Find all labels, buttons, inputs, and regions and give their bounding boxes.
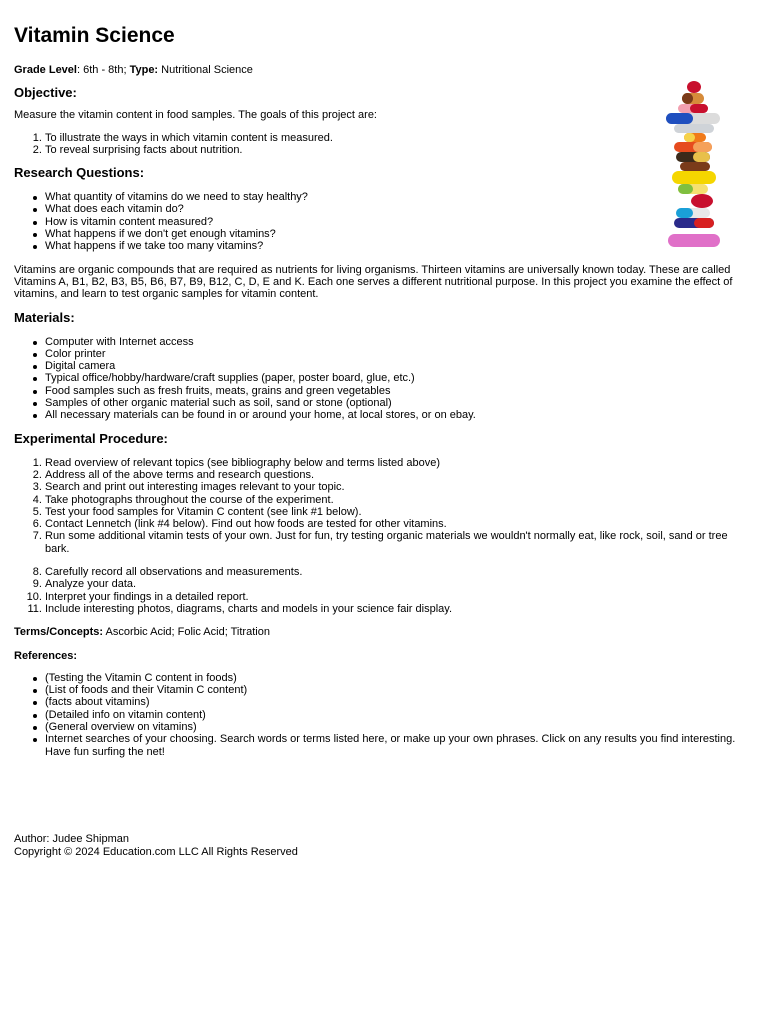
list-item: 8. Carefully record all observations and measurements. <box>45 566 754 578</box>
materials-heading: Materials: <box>14 309 75 325</box>
pill-shape <box>674 124 714 133</box>
pill-shape <box>682 93 693 104</box>
pill-shape <box>672 171 716 184</box>
pill-shape <box>693 152 710 162</box>
vitamin-pills-image <box>662 80 722 250</box>
pill-shape <box>690 104 708 113</box>
list-item: Digital camera <box>45 360 754 372</box>
list-item: 11. Include interesting photos, diagrams, charts and models in your science fair display. <box>45 603 754 615</box>
procedure-steps-list <box>14 457 754 616</box>
list-item: What happens if we take too many vitamins? <box>45 240 754 252</box>
type-label: Type: <box>129 64 159 76</box>
list-item: Color printer <box>45 348 754 360</box>
research-heading: Research Questions: <box>14 165 145 181</box>
copyright-line: Copyright © 2024 Education.com LLC All Rights Reserved <box>14 846 298 858</box>
list-item: 1. To illustrate the ways in which vitamin content is measured. <box>45 132 754 144</box>
reference-link[interactable]: (Detailed info on vitamin content) <box>45 709 754 721</box>
list-item: Food samples such as fresh fruits, meats, grains and green vegetables <box>45 385 754 397</box>
pill-shape <box>680 162 710 171</box>
objective-heading: Objective: <box>14 85 77 101</box>
goals-list <box>14 132 754 157</box>
type-value: Nutritional Science <box>158 64 253 76</box>
list-item: What does each vitamin do? <box>45 203 754 215</box>
pill-shape <box>678 184 693 194</box>
list-item: 10. Interpret your findings in a detailed report. <box>45 591 754 603</box>
list-item: Internet searches of your choosing. Search words or terms listed here, or make up your own phrases. Click on any results you find interesting. Have fun surfing the net! <box>45 733 754 758</box>
pill-shape <box>666 113 693 124</box>
list-item: 1. Read overview of relevant topics (see bibliography below and terms listed above) <box>45 457 754 469</box>
grade-label: Grade Level <box>14 64 77 76</box>
list-item: What happens if we don't get enough vitamins? <box>45 228 754 240</box>
objective-intro: Measure the vitamin content in food samples. The goals of this project are: <box>14 109 377 122</box>
list-item: What quantity of vitamins do we need to stay healthy? <box>45 191 754 203</box>
list-item: 7. Run some additional vitamin tests of your own. Just for fun, try testing organic materials we wouldn't normally eat, like rock, soil, sand or tree bark. <box>45 530 754 555</box>
grade-type-line <box>14 64 754 76</box>
page-title: Vitamin Science <box>14 24 175 47</box>
list-item: Samples of other organic material such as soil, sand or stone (optional) <box>45 397 754 409</box>
author-line: Author: Judee Shipman <box>14 833 129 845</box>
list-item: 6. Contact Lennetch (link #4 below). Find out how foods are tested for other vitamins. <box>45 518 754 530</box>
list-item: 3. Search and print out interesting images relevant to your topic. <box>45 481 754 493</box>
terms-label: Terms/Concepts: <box>14 626 104 639</box>
list-item: 5. Test your food samples for Vitamin C content (see link #1 below). <box>45 506 754 518</box>
list-item: How is vitamin content measured? <box>45 216 754 228</box>
footer <box>14 833 298 859</box>
pill-shape <box>691 194 713 208</box>
list-item: Typical office/hobby/hardware/craft supplies (paper, poster board, glue, etc.) <box>45 372 754 384</box>
reference-link[interactable]: (General overview on vitamins) <box>45 721 754 733</box>
terms-line <box>14 626 754 638</box>
references-heading <box>14 650 754 662</box>
pill-shape <box>684 133 695 142</box>
pill-shape <box>694 218 714 228</box>
reference-link[interactable]: (facts about vitamins) <box>45 696 754 708</box>
list-item: 2. To reveal surprising facts about nutrition. <box>45 144 754 156</box>
pill-shape <box>676 208 693 218</box>
references-heading-text: References: <box>14 649 77 662</box>
list-item: All necessary materials can be found in or around your home, at local stores, or on ebay. <box>45 409 754 421</box>
pill-shape <box>668 234 720 247</box>
research-questions-list <box>14 191 754 252</box>
intro-paragraph: Vitamins are organic compounds that are required as nutrients for living organisms. Thirteen vitamins are universally known today. These are called Vitamins A, B1, B2, B3, B5, B6, B7, B9, B12, C, D, E and K. Each one serves a different nutritional purpose. In this project you examine the effect of vitamins, and learn to test organic samples for vitamin content. <box>14 263 733 301</box>
list-item: 9. Analyze your data. <box>45 578 754 590</box>
list-item: 2. Address all of the above terms and research questions. <box>45 469 754 481</box>
materials-list <box>14 336 754 422</box>
terms-value: Ascorbic Acid; Folic Acid; Titration <box>103 626 270 639</box>
procedure-heading: Experimental Procedure: <box>14 430 168 446</box>
list-item: 4. Take photographs throughout the course of the experiment. <box>45 494 754 506</box>
references-list <box>14 672 754 758</box>
article <box>14 22 754 758</box>
list-item: Computer with Internet access <box>45 336 754 348</box>
reference-link[interactable]: (Testing the Vitamin C content in foods) <box>45 672 754 684</box>
reference-link[interactable]: (List of foods and their Vitamin C content) <box>45 684 754 696</box>
pill-shape <box>693 142 712 152</box>
pill-shape <box>687 81 701 93</box>
grade-value: : 6th - 8th; <box>76 64 130 76</box>
